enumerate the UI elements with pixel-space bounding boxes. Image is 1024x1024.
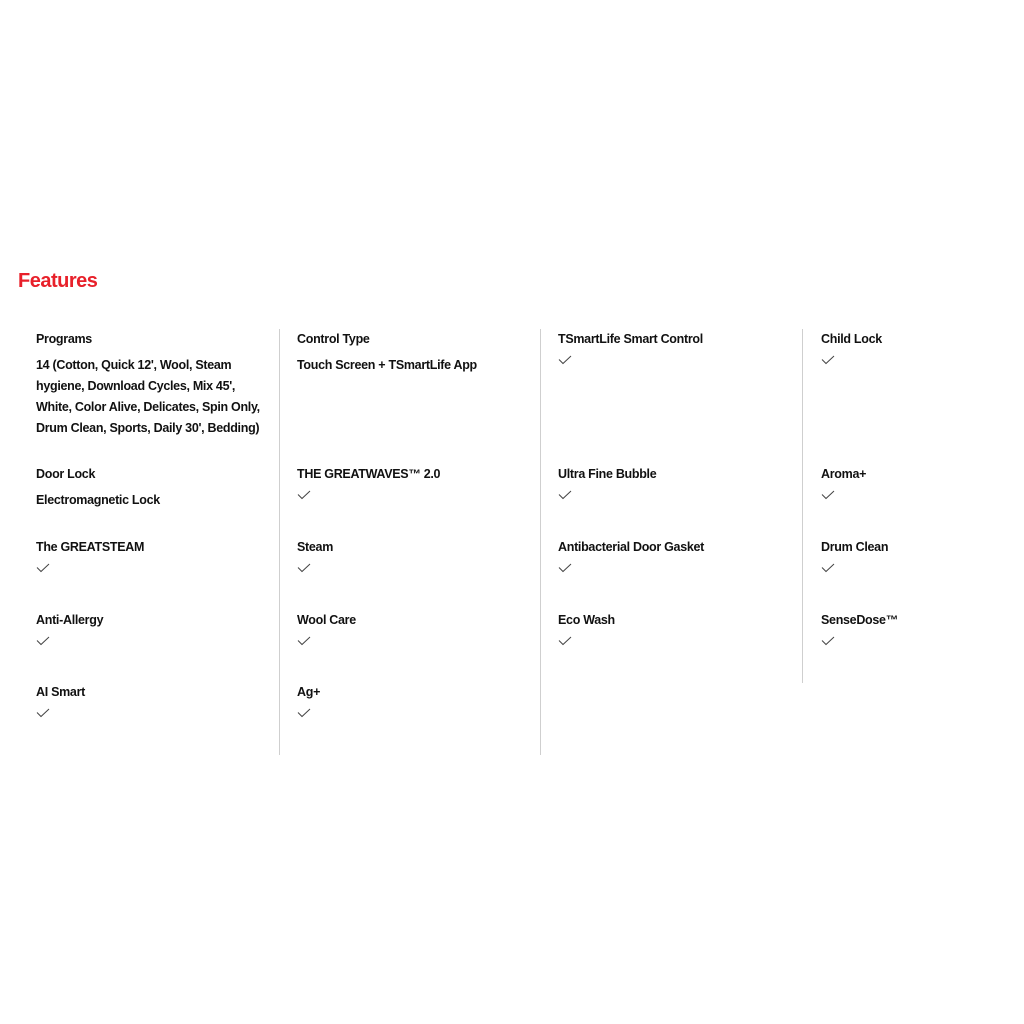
feature-sensedose [821, 612, 1018, 646]
check-icon [297, 563, 311, 573]
feature-ai-smart [36, 684, 273, 718]
features-title: Features [18, 270, 98, 292]
feature-the-greatsteam [36, 539, 273, 573]
feature-label: Aroma+ [821, 467, 867, 481]
feature-label: Ultra Fine Bubble [558, 467, 657, 481]
feature-label: TSmartLife Smart Control [558, 332, 703, 346]
feature-label: Steam [297, 540, 334, 554]
feature-label: The GREATSTEAM [36, 540, 145, 554]
check-icon [297, 708, 311, 718]
check-icon [558, 563, 572, 573]
features-column-2 [279, 329, 541, 755]
feature-eco-wash [558, 612, 796, 646]
feature-aroma-plus [821, 466, 1018, 500]
check-icon [821, 490, 835, 500]
check-icon [36, 563, 50, 573]
feature-label: SenseDose™ [821, 613, 898, 627]
feature-label: Anti-Allergy [36, 613, 104, 627]
feature-ultra-fine-bubble [558, 466, 796, 500]
check-icon [558, 355, 572, 365]
features-column-3 [540, 329, 802, 683]
feature-label: Eco Wash [558, 613, 615, 627]
features-column-4 [802, 329, 1024, 683]
check-icon [558, 490, 572, 500]
feature-label: Ag+ [297, 685, 321, 699]
feature-ag-plus [297, 684, 534, 718]
feature-drum-clean [821, 539, 1018, 573]
check-icon [821, 636, 835, 646]
feature-label: Control Type [297, 332, 370, 346]
feature-label: AI Smart [36, 685, 86, 699]
features-column-1 [18, 329, 280, 755]
feature-the-greatwaves [297, 466, 534, 500]
feature-value: Electromagnetic Lock [36, 493, 160, 507]
feature-label: Drum Clean [821, 540, 889, 554]
check-icon [297, 490, 311, 500]
feature-label: Programs [36, 332, 92, 346]
feature-wool-care [297, 612, 534, 646]
check-icon [297, 636, 311, 646]
check-icon [821, 355, 835, 365]
check-icon [36, 636, 50, 646]
feature-programs [36, 331, 273, 439]
feature-door-lock [36, 466, 273, 511]
feature-value: Touch Screen + TSmartLife App [297, 358, 477, 372]
feature-anti-allergy [36, 612, 273, 646]
feature-antibacterial-door-gasket [558, 539, 796, 573]
check-icon [36, 708, 50, 718]
check-icon [558, 636, 572, 646]
feature-control-type [297, 331, 534, 376]
check-icon [821, 563, 835, 573]
feature-label: Door Lock [36, 467, 96, 481]
feature-child-lock [821, 331, 1018, 365]
feature-label: Child Lock [821, 332, 882, 346]
feature-label: Antibacterial Door Gasket [558, 540, 705, 554]
features-grid [18, 329, 1024, 755]
feature-value: 14 (Cotton, Quick 12', Wool, Steam hygiene, Download Cycles, Mix 45', White, Color Alive, Delicates, Spin Only, Drum Clean, Sports, Daily 30', Bedding) [36, 358, 260, 435]
feature-steam [297, 539, 534, 573]
feature-label: Wool Care [297, 613, 356, 627]
feature-tsmartlife-smart-control [558, 331, 796, 365]
feature-label: THE GREATWAVES™ 2.0 [297, 467, 441, 481]
